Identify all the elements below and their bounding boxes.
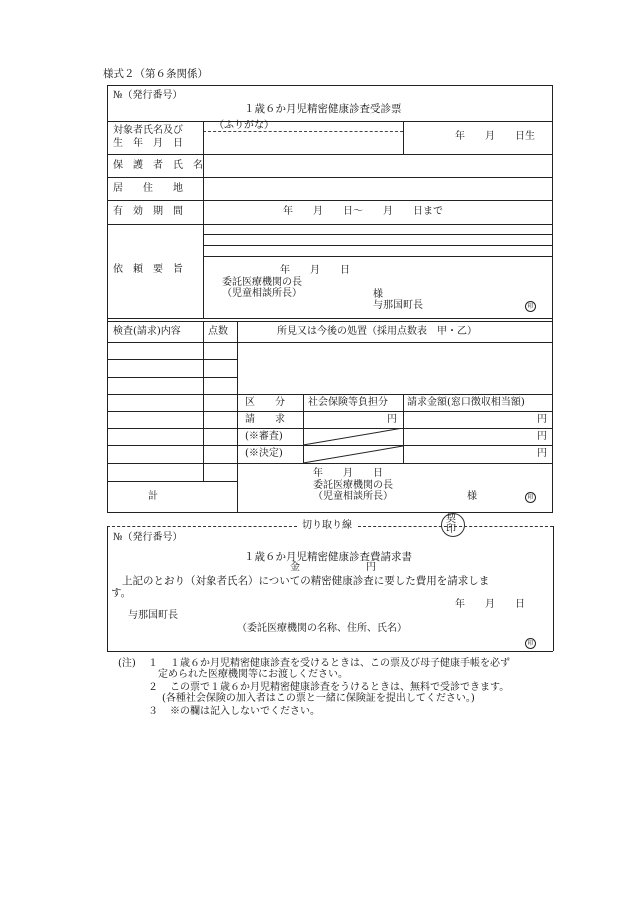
guardian-label: 保 護 者 氏 名	[113, 160, 203, 171]
billing-yen-1: 円	[387, 414, 397, 425]
billing-col-category: 区 分	[245, 397, 285, 408]
name-label-2: 生 年 月 日	[113, 138, 183, 149]
cut-line-label: 切り取り線	[302, 520, 352, 531]
request-label: 依 頼 要 旨	[113, 264, 183, 275]
invoice-from: （委託医療機関の名称、住所、氏名）	[237, 623, 407, 634]
billing-row-request: 請 求	[245, 414, 285, 425]
validity-label: 有 効 期 間	[113, 206, 183, 217]
invoice-amount-label: 金	[290, 562, 300, 573]
note-2-line-1: この票で１歳６か月児精密健康診査をうけるときは、無料で受診できます。	[170, 682, 510, 693]
invoice-body-2: す。	[111, 587, 132, 599]
request-date: 年 月 日	[280, 265, 350, 276]
billing-yen-4: 円	[537, 448, 547, 459]
invoice-date: 年 月 日	[455, 599, 525, 610]
ticket-number-label: №（発行番号）	[113, 90, 183, 101]
invoice-body-1: 上記のとおり（対象者氏名）についての精密健康診査に要した費用を請求しま	[122, 575, 490, 587]
ticket-title: １歳６か月児精密健康診査受診票	[244, 103, 402, 115]
residence-label: 居 住 地	[113, 183, 183, 194]
invoice-number-label: №（発行番号）	[113, 532, 183, 543]
bottom-sama: 様	[467, 491, 477, 502]
note-3-line-1: ※の欄は記入しないでください。	[170, 706, 320, 717]
invoice-amount-unit: 円	[366, 562, 376, 573]
birth-date-label: 年 月 日生	[455, 131, 535, 142]
validity-value: 年 月 日～ 月 日まで	[283, 206, 443, 217]
request-to-1: 委託医療機関の長	[222, 277, 302, 288]
form-label: 様式２（第６条関係）	[103, 68, 208, 80]
bottom-date: 年 月 日	[313, 468, 383, 479]
billing-row-decision: (※決定)	[245, 448, 283, 459]
note-1-line-2: 定められた医療機関等にお渡しください。	[158, 669, 348, 680]
total-label: 計	[148, 491, 158, 502]
name-label-1: 対象者氏名及び	[113, 125, 183, 136]
note-1-number: １	[148, 658, 158, 669]
request-sama: 様	[373, 289, 383, 300]
exam-col-findings: 所見又は今後の処置（採用点数表 甲・乙）	[277, 326, 477, 337]
note-1-line-1: １歳６か月児精密健康診査を受けるときは、この票及び母子健康手帳を必ず	[170, 658, 510, 669]
invoice-title: １歳６か月児精密健康診査費請求書	[244, 551, 412, 563]
tally-stamp-text: 契印	[446, 514, 456, 535]
exam-col-points: 点数	[208, 326, 228, 337]
note-2-line-2: (各種社会保険の加入者はこの票と一緒に保険証を提出してください。)	[162, 693, 475, 704]
exam-col-content: 検査(請求)内容	[113, 326, 181, 337]
billing-row-review: (※審査)	[245, 431, 283, 442]
invoice-to: 与那国町長	[128, 610, 178, 621]
bottom-seal-icon: 印	[525, 492, 536, 503]
billing-yen-2: 円	[537, 414, 547, 425]
request-from: 与那国町長	[373, 300, 423, 311]
diagonal-strikes	[303, 428, 403, 463]
bottom-to-2: （児童相談所長）	[313, 491, 393, 502]
request-to-2: （児童相談所長）	[222, 288, 302, 299]
furigana-label: （ふりがな）	[214, 120, 274, 131]
note-3-number: ３	[148, 706, 158, 717]
billing-col-insurance: 社会保険等負担分	[308, 397, 388, 408]
billing-col-amount: 請求金額(窓口徴収相当額)	[407, 397, 525, 408]
notes-prefix: (注)	[118, 658, 136, 669]
note-2-number: ２	[148, 682, 158, 693]
billing-yen-3: 円	[537, 431, 547, 442]
invoice-seal-icon: 印	[525, 638, 536, 649]
bottom-to-1: 委託医療機関の長	[313, 480, 393, 491]
seal-icon: 印	[525, 301, 536, 312]
